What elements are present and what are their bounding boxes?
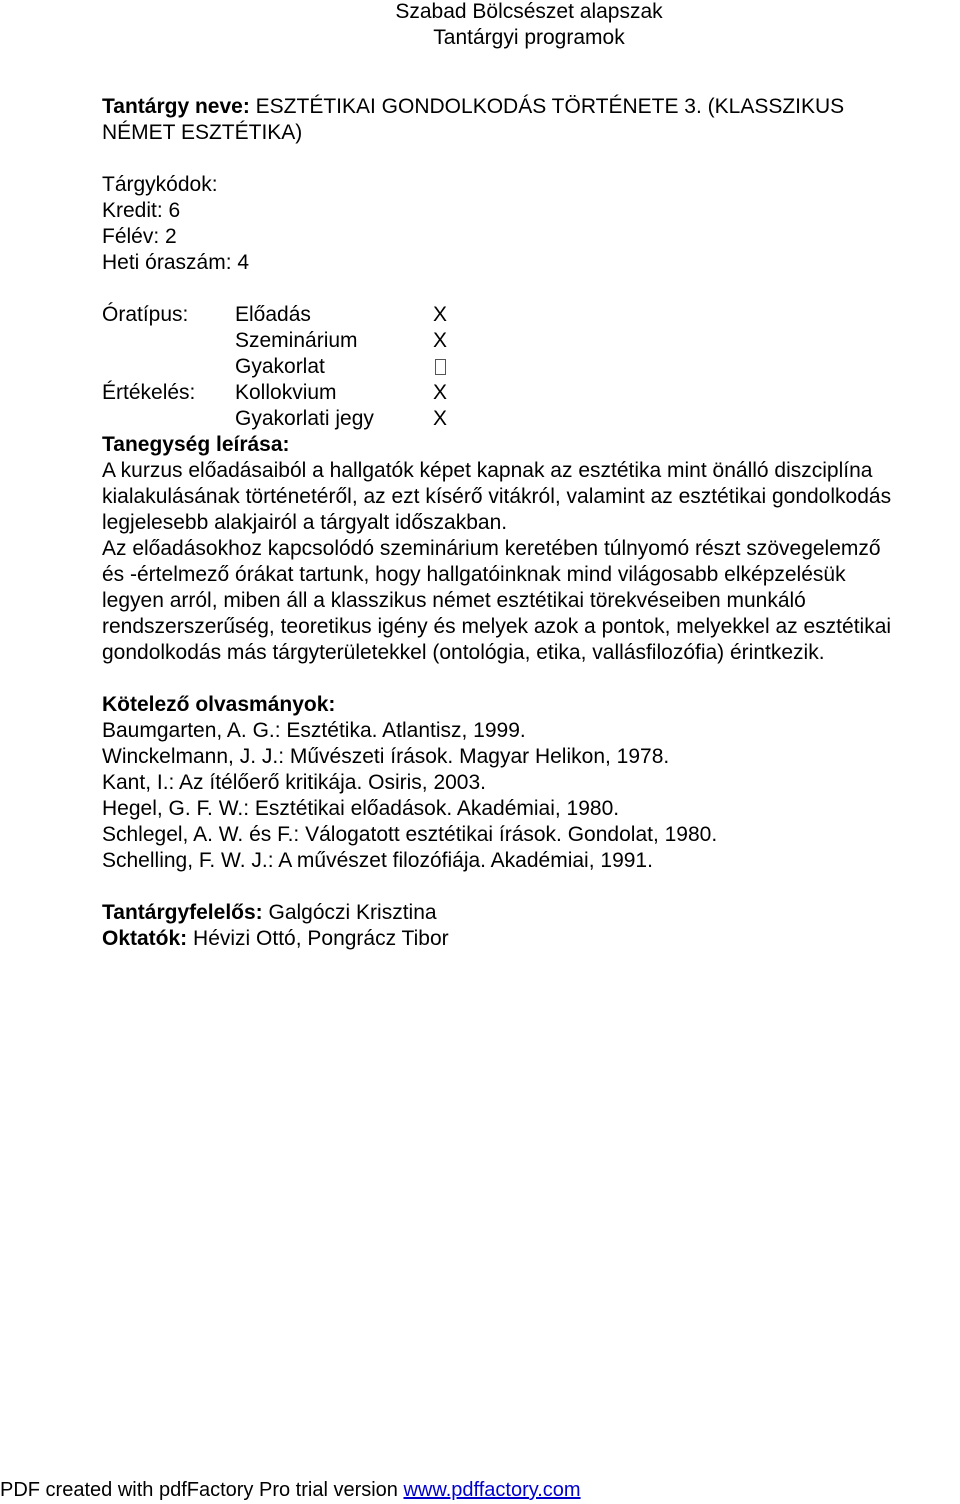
reading-item: Hegel, G. F. W.: Esztétikai előadások. Akadémiai, 1980. xyxy=(102,797,620,820)
class-type-mark: X xyxy=(433,329,448,352)
readings-section xyxy=(102,692,928,874)
responsible-value: Galgóczi Krisztina xyxy=(262,901,437,924)
reading-item: Schelling, F. W. J.: A művészet filozófiája. Akadémiai, 1991. xyxy=(102,849,653,872)
class-type-label: Óratípus: xyxy=(102,303,189,326)
description-line: gondolkodás más tárgyterületekkel (ontológia, etika, vallásfilozófia) érintkezik. xyxy=(102,641,825,664)
description-line: Az előadásokhoz kapcsolódó szeminárium keretében túlnyomó részt szövegelemző xyxy=(102,537,881,560)
description-line: és -értelmező órákat tartunk, hogy hallgatóinknak mind világosabb elképzelésük xyxy=(102,563,846,586)
subject-name-value-cont: NÉMET ESZTÉTIKA) xyxy=(102,121,303,144)
readings-heading: Kötelező olvasmányok: xyxy=(102,693,336,716)
description-line: kialakulásának történetéről, az ezt kísérő vitákról, valamint az esztétikai gondolkodás xyxy=(102,485,892,508)
description-section xyxy=(102,432,928,666)
evaluation-row xyxy=(102,406,928,432)
subject-meta xyxy=(102,172,928,276)
subject-name-label: Tantárgy neve: xyxy=(102,95,250,118)
class-type-mark: X xyxy=(433,303,448,326)
evaluation-mark: X xyxy=(433,407,448,430)
class-type-table xyxy=(102,302,928,432)
pdffactory-link[interactable]: www.pdffactory.com xyxy=(403,1479,581,1501)
teachers-label: Oktatók: xyxy=(102,927,188,950)
class-type-item: Gyakorlat xyxy=(235,355,325,378)
staff-section xyxy=(102,900,928,952)
class-type-mark-empty xyxy=(433,354,446,382)
subject-credit: Kredit: 6 xyxy=(102,199,181,222)
responsible-label: Tantárgyfelelős: xyxy=(102,901,263,924)
header-program-name: Szabad Bölcsészet alapszak xyxy=(395,0,663,23)
evaluation-label: Értékelés: xyxy=(102,381,196,404)
subject-title xyxy=(102,94,928,146)
document-body xyxy=(102,94,928,952)
page-header xyxy=(0,0,960,51)
class-type-row xyxy=(102,354,928,380)
subject-weekly-hours: Heti óraszám: 4 xyxy=(102,251,250,274)
description-line: legjelesebb alakjairól a tárgyalt időszakban. xyxy=(102,511,508,534)
description-line: rendszerszerűség, teoretikus igény és melyek azok a pontok, melyekkel az esztétikai xyxy=(102,615,892,638)
reading-item: Kant, I.: Az ítélőerő kritikája. Osiris, 2003. xyxy=(102,771,486,794)
footer-text: PDF created with pdfFactory Pro trial version xyxy=(0,1479,404,1501)
class-type-item: Előadás xyxy=(235,303,311,326)
reading-item: Schlegel, A. W. és F.: Válogatott esztétikai írások. Gondolat, 1980. xyxy=(102,823,718,846)
class-type-row xyxy=(102,328,928,354)
description-line: A kurzus előadásaiból a hallgatók képet kapnak az esztétika mint önálló diszciplína xyxy=(102,459,873,482)
evaluation-row xyxy=(102,380,928,406)
class-type-item: Szeminárium xyxy=(235,329,358,352)
subject-name-value: ESZTÉTIKAI GONDOLKODÁS TÖRTÉNETE 3. (KLASSZIKUS xyxy=(249,95,845,118)
evaluation-mark: X xyxy=(433,381,448,404)
subject-semester: Félév: 2 xyxy=(102,225,177,248)
evaluation-item: Gyakorlati jegy xyxy=(235,407,374,430)
reading-item: Baumgarten, A. G.: Esztétika. Atlantisz, 1999. xyxy=(102,719,526,742)
empty-box-icon xyxy=(435,359,446,375)
header-document-type: Tantárgyi programok xyxy=(433,26,625,49)
teachers-value: Hévizi Ottó, Pongrácz Tibor xyxy=(187,927,449,950)
reading-item: Winckelmann, J. J.: Művészeti írások. Magyar Helikon, 1978. xyxy=(102,745,670,768)
subject-code: Tárgykódok: xyxy=(102,173,218,196)
description-line: legyen arról, miben áll a klasszikus német esztétikai törekvéseiben munkáló xyxy=(102,589,806,612)
pdf-footer xyxy=(0,1477,581,1503)
class-type-row xyxy=(102,302,928,328)
evaluation-item: Kollokvium xyxy=(235,381,337,404)
description-heading: Tanegység leírása: xyxy=(102,433,290,456)
